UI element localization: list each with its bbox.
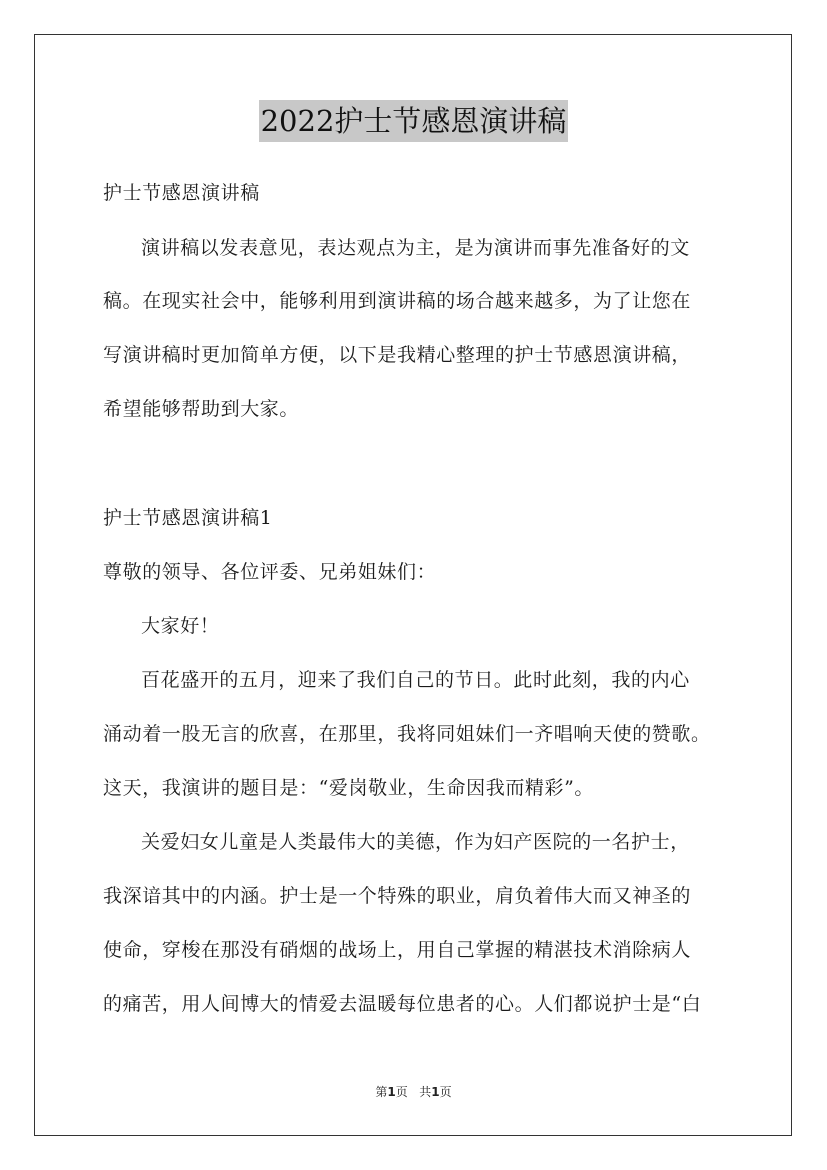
paragraph-line: 我深谙其中的内涵。护士是一个特殊的职业，肩负着伟大而又神圣的 xyxy=(103,885,692,907)
document-title: 2022护士节感恩演讲稿 xyxy=(259,100,569,142)
footer-page-number: 1 xyxy=(387,1085,396,1099)
greeting-line: 大家好！ xyxy=(141,615,220,637)
footer-page-mid: 页 共 xyxy=(395,1085,432,1099)
footer-page-prefix: 第 xyxy=(375,1085,388,1099)
footer-page-total: 1 xyxy=(431,1085,440,1099)
section-heading-intro: 护士节感恩演讲稿 xyxy=(103,182,260,204)
footer-page-suffix: 页 xyxy=(439,1085,452,1099)
paragraph-line: 演讲稿以发表意见，表达观点为主，是为演讲而事先准备好的文 xyxy=(141,237,690,259)
section-heading-speech-1: 护士节感恩演讲稿1 xyxy=(103,507,273,529)
paragraph-line: 稿。在现实社会中，能够利用到演讲稿的场合越来越多，为了让您在 xyxy=(103,290,692,312)
paragraph-line: 使命，穿梭在那没有硝烟的战场上，用自己掌握的精湛技术消除病人 xyxy=(103,939,692,961)
paragraph-line: 涌动着一股无言的欣喜，在那里，我将同姐妹们一齐唱响天使的赞歌。 xyxy=(103,723,711,745)
salutation-line: 尊敬的领导、各位评委、兄弟姐妹们： xyxy=(103,561,437,583)
paragraph-line: 希望能够帮助到大家。 xyxy=(103,398,300,420)
title-wrap xyxy=(0,100,827,142)
paragraph-line: 关爱妇女儿童是人类最伟大的美德，作为妇产医院的一名护士， xyxy=(141,831,690,853)
paragraph-line: 的痛苦，用人间博大的情爱去温暖每位患者的心。人们都说护士是“白 xyxy=(103,993,702,1015)
paragraph-line: 写演讲稿时更加简单方便，以下是我精心整理的护士节感恩演讲稿， xyxy=(103,344,692,366)
page-footer xyxy=(0,1084,827,1100)
paragraph-line: 这天，我演讲的题目是：“爱岗敬业，生命因我而精彩”。 xyxy=(103,777,595,799)
paragraph-line: 百花盛开的五月，迎来了我们自己的节日。此时此刻，我的内心 xyxy=(141,669,690,691)
